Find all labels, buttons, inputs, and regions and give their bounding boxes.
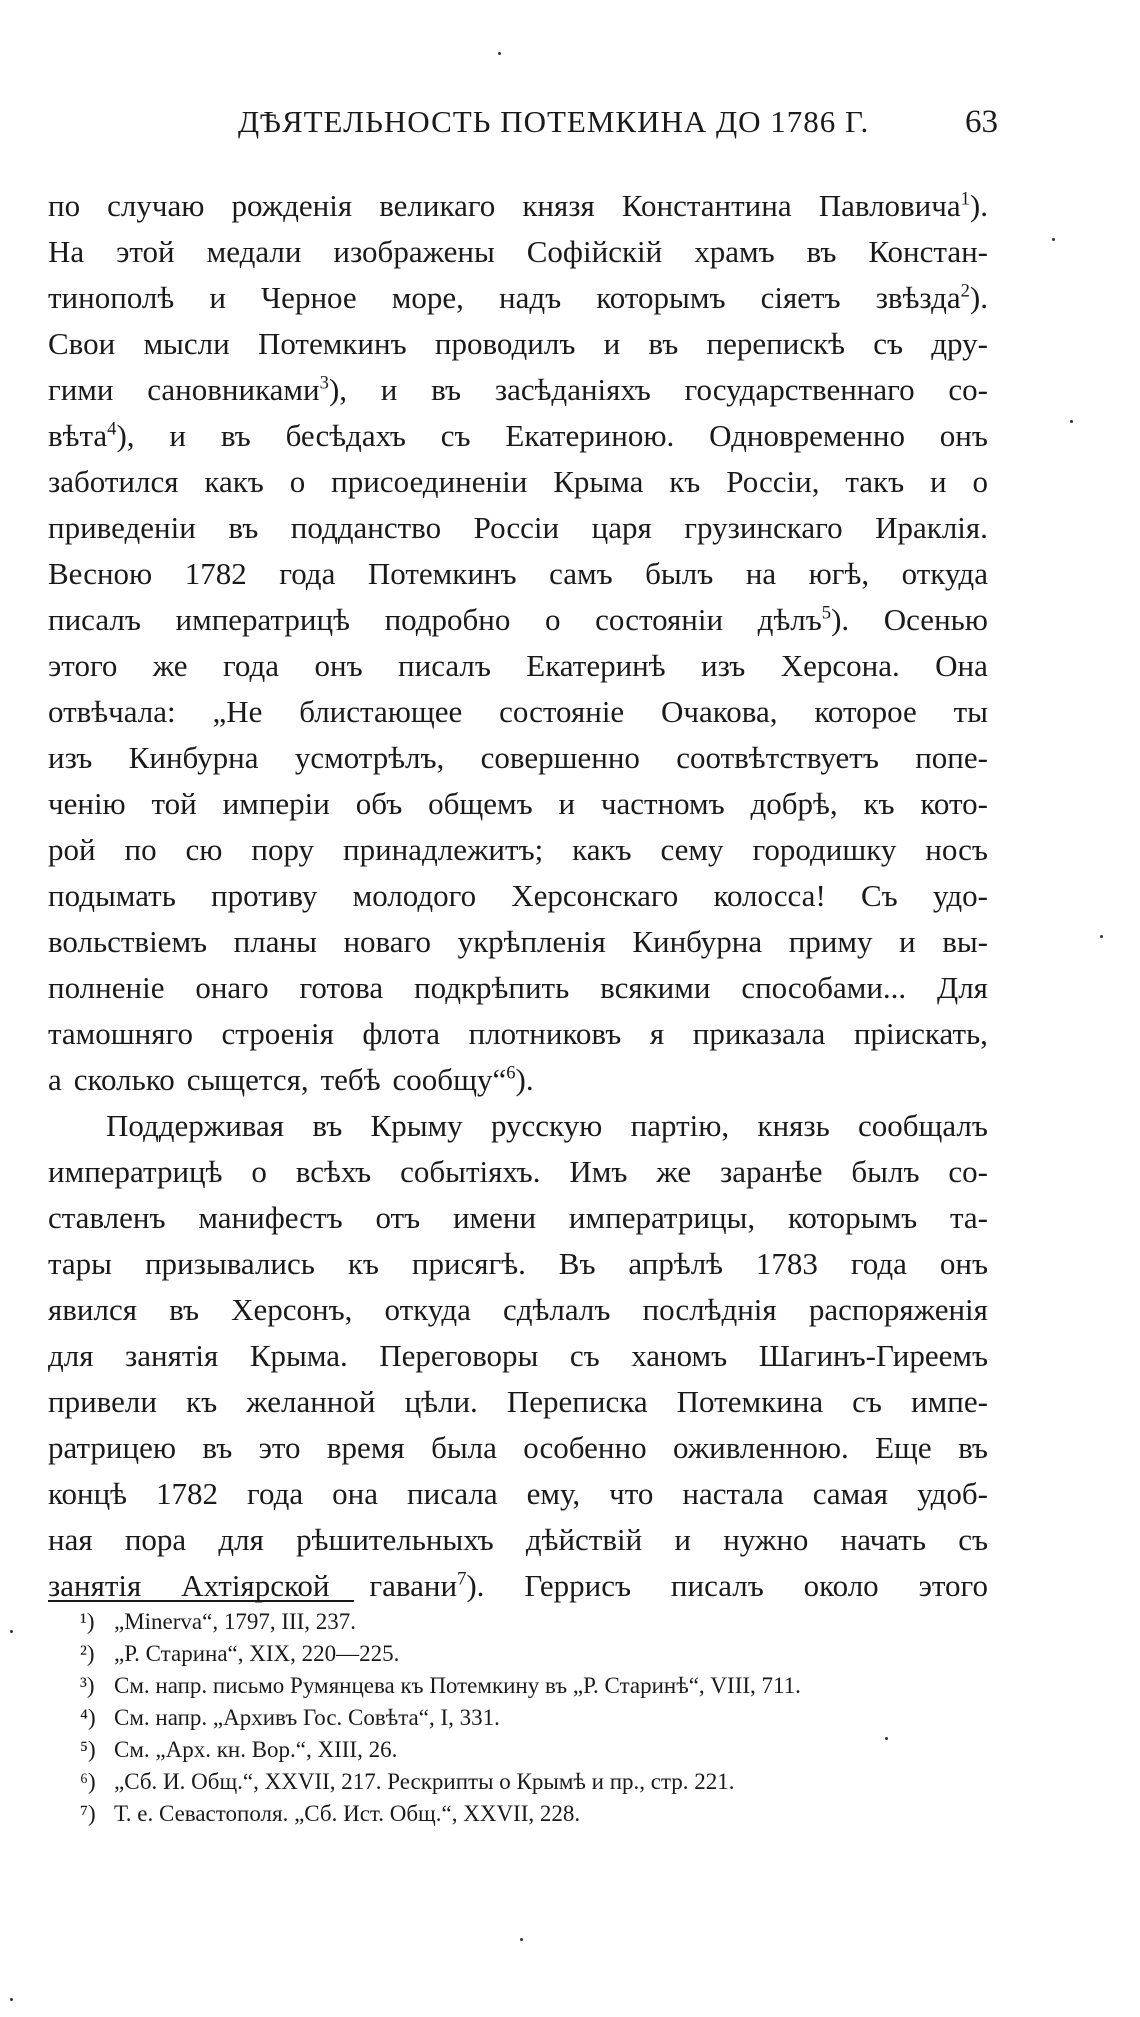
scan-speck	[10, 1630, 13, 1633]
footnote-text: См. напр. „Архивъ Гос. Совѣта“, I, 331.	[114, 1705, 500, 1730]
body-line: императрицѣ о всѣхъ событіяхъ. Имъ же заранѣе былъ со-	[48, 1154, 988, 1189]
body-line: по случаю рожденія великаго князя Константина Павловича$^1$).	[48, 188, 988, 223]
running-head	[48, 104, 998, 150]
footnote-mark: ²)	[80, 1641, 95, 1666]
scan-speck	[10, 1998, 13, 2001]
footnote-mark: ¹)	[80, 1609, 95, 1634]
body-line: На этой медали изображены Софійскій храмъ въ Констан-	[48, 234, 988, 269]
body-line: тамошняго строенія флота плотниковъ я приказала пріискать,	[48, 1016, 988, 1051]
body-line: привели къ желанной цѣли. Переписка Потемкина съ импе-	[48, 1384, 988, 1419]
body-line: ная пора для рѣшительныхъ дѣйствій и нужно начать съ	[48, 1522, 988, 1557]
body-line: вольствіемъ планы новаго укрѣпленія Кинбурна приму и вы-	[48, 924, 988, 959]
footnote-text: Т. е. Севастополя. „Сб. Ист. Общ.“, XXVII, 228.	[114, 1801, 581, 1826]
footnote-mark: ⁴)	[80, 1705, 96, 1730]
body-line: Свои мысли Потемкинъ проводилъ и въ перепискѣ съ дру-	[48, 326, 988, 361]
body-line: отвѣчала: „Не блистающее состояніе Очакова, которое ты	[48, 694, 988, 729]
body-line: гими сановниками$^3$), и въ засѣданіяхъ государственнаго со-	[48, 372, 988, 407]
body-line: заботился какъ о присоединеніи Крыма къ Россіи, такъ и о	[48, 464, 988, 499]
body-line: рой по сю пору принадлежитъ; какъ сему городишку носъ	[48, 832, 988, 867]
footnote	[80, 1766, 1000, 1798]
body-line: писалъ императрицѣ подробно о состояніи дѣлъ$^5$). Осенью	[48, 602, 988, 637]
body-line: Поддерживая въ Крыму русскую партію, князь сообщалъ	[106, 1108, 988, 1143]
body-line: вѣта$^4$), и въ бесѣдахъ съ Екатериною. Одновременно онъ	[48, 418, 988, 453]
body-line: Весною 1782 года Потемкинъ самъ былъ на югѣ, откуда	[48, 556, 988, 591]
scan-speck	[1100, 935, 1103, 938]
body-line: концѣ 1782 года она писала ему, что настала самая удоб-	[48, 1476, 988, 1511]
footnote-mark: ⁵)	[80, 1737, 96, 1762]
footnote	[80, 1798, 1000, 1830]
footnote-text: „Сб. И. Общ.“, XXVII, 217. Рескрипты о Крымѣ и пр., стр. 221.	[114, 1769, 735, 1794]
footnote-ref: 2	[960, 280, 970, 302]
footnote	[80, 1638, 1000, 1670]
body-line: тинополѣ и Черное море, надъ которымъ сіяетъ звѣзда$^2$).	[48, 280, 988, 315]
footnote	[80, 1606, 1000, 1638]
body-line: ставленъ манифестъ отъ имени императрицы, которымъ та-	[48, 1200, 988, 1235]
footnote-ref: 3	[319, 372, 329, 394]
body-line: ченію той имперіи объ общемъ и частномъ добрѣ, къ кото-	[48, 786, 988, 821]
body-line: полненіе онаго готова подкрѣпить всякими способами... Для	[48, 970, 988, 1005]
footnote-mark: ⁶)	[80, 1769, 96, 1794]
footnote-text: См. напр. письмо Румянцева къ Потемкину въ „Р. Старинѣ“, VIII, 711.	[114, 1673, 801, 1698]
footnote-ref: 4	[107, 418, 117, 440]
footnote-ref: 5	[821, 602, 832, 624]
scan-speck	[498, 52, 501, 55]
body-line: для занятія Крыма. Переговоры съ ханомъ Шагинъ-Гиреемъ	[48, 1338, 988, 1373]
page-number: 63	[965, 104, 998, 140]
scan-speck	[1070, 420, 1073, 423]
footnote-rule	[48, 1600, 354, 1602]
body-line: явился въ Херсонъ, откуда сдѣлалъ послѣднія распоряженія	[48, 1292, 988, 1327]
footnote	[80, 1702, 1000, 1734]
body-line: изъ Кинбурна усмотрѣлъ, совершенно соотвѣтствуетъ попе-	[48, 740, 988, 775]
scan-speck	[885, 1737, 888, 1740]
footnote-text: См. „Арх. кн. Вор.“, XIII, 26.	[114, 1737, 398, 1762]
body-line: подымать противу молодого Херсонскаго колосса! Съ удо-	[48, 878, 988, 913]
body-line: ратрицею въ это время была особенно оживленною. Еще въ	[48, 1430, 988, 1465]
scan-speck	[520, 1938, 523, 1941]
footnote	[80, 1734, 1000, 1766]
footnote-ref: 6	[506, 1062, 516, 1084]
body-line: а сколько сыщется, тебѣ сообщу“$^6$).	[48, 1062, 534, 1097]
footnote-text: „Minerva“, 1797, III, 237.	[114, 1609, 357, 1634]
footnote	[80, 1670, 1000, 1702]
footnote-ref: 1	[960, 188, 970, 210]
body-line: этого же года онъ писалъ Екатеринѣ изъ Херсона. Она	[48, 648, 988, 683]
footnote-ref: 7	[457, 1568, 467, 1590]
body-line: приведеніи въ подданство Россіи царя грузинскаго Ираклія.	[48, 510, 988, 545]
body-text	[48, 183, 988, 1609]
footnote-mark: ⁷)	[80, 1801, 96, 1826]
running-head-title: ДѢЯТЕЛЬНОСТЬ ПОТЕМКИНА ДО 1786 Г.	[238, 104, 870, 139]
footnotes	[80, 1606, 1000, 1830]
scan-speck	[1052, 238, 1055, 241]
footnote-text: „Р. Старина“, XIX, 220—225.	[114, 1641, 400, 1666]
body-line: тары призывались къ присягѣ. Въ апрѣлѣ 1783 года онъ	[48, 1246, 988, 1281]
body-line: занятія Ахтіярской гавани$^7$). Геррисъ писалъ около этого	[48, 1568, 988, 1603]
footnote-mark: ³)	[80, 1673, 95, 1698]
